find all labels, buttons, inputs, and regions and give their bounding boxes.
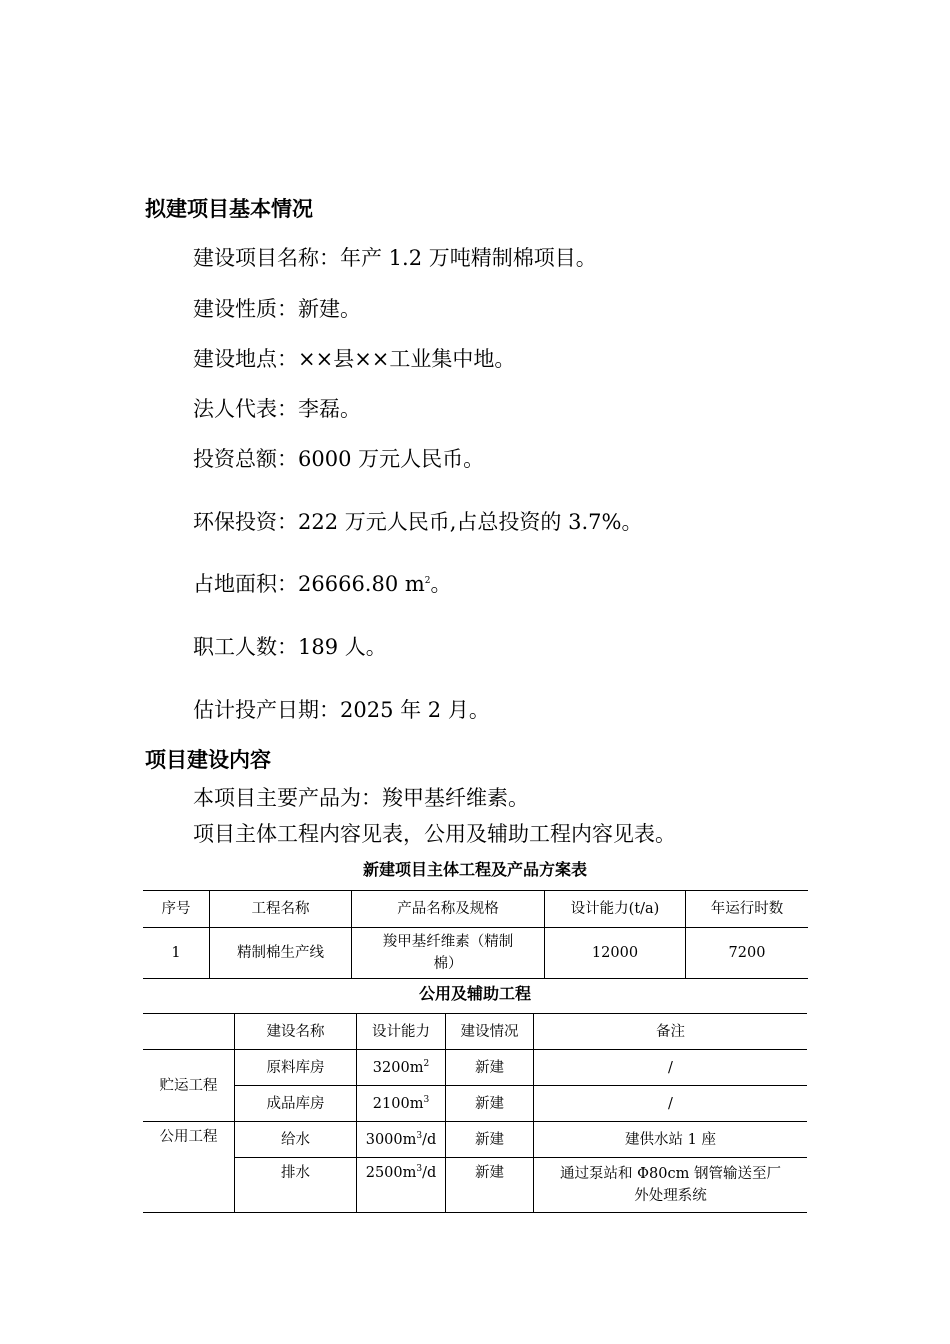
cap-sup: 3 — [416, 1164, 423, 1175]
table-row — [143, 1086, 807, 1122]
header-cell: 建设名称 — [235, 1014, 357, 1050]
group-utilities: 公用工程 — [143, 1122, 235, 1213]
land-area-text: 占地面积：26666.80 m — [193, 572, 425, 596]
table-row — [143, 1122, 807, 1158]
main-project-table — [143, 890, 808, 979]
table2-caption: 公用及辅助工程 — [418, 984, 531, 1003]
cell-note: / — [534, 1050, 808, 1086]
cell-capacity — [357, 1122, 446, 1158]
cell-note: / — [534, 1086, 808, 1122]
note-line1: 通过泵站和 Φ80cm 钢管输送至厂 — [560, 1166, 781, 1182]
cell-status: 新建 — [446, 1122, 534, 1158]
header-cell: 序号 — [143, 891, 210, 928]
header-cell: 设计能力 — [357, 1014, 446, 1050]
cell-note — [534, 1158, 808, 1213]
cell-capacity — [357, 1158, 446, 1213]
main-product-line: 本项目主要产品为：羧甲基纤维素。 — [193, 786, 529, 810]
cell-product-line2: 棉） — [433, 956, 463, 972]
project-name-line: 建设项目名称：年产 1.2 万吨精制棉项目。 — [193, 246, 597, 270]
header-cell: 年运行时数 — [686, 891, 809, 928]
cell-no: 1 — [143, 928, 210, 979]
table1-caption: 新建项目主体工程及产品方案表 — [362, 860, 587, 879]
cap-value: 3000m — [365, 1131, 417, 1148]
cell-product — [352, 928, 545, 979]
group-storage: 贮运工程 — [143, 1050, 235, 1122]
section-heading-construction-content: 项目建设内容 — [145, 748, 271, 772]
cap-sup: 3 — [423, 1094, 430, 1105]
header-cell: 工程名称 — [210, 891, 352, 928]
cell-name: 排水 — [235, 1158, 357, 1213]
land-area-line — [193, 568, 452, 598]
header-cell: 产品名称及规格 — [352, 891, 545, 928]
production-date-line: 估计投产日期：2025 年 2 月。 — [193, 698, 490, 722]
cell-product-line1: 羧甲基纤维素（精制 — [382, 934, 514, 950]
cell-name: 原料库房 — [235, 1050, 357, 1086]
land-area-sup: 2 — [424, 576, 431, 586]
legal-rep-line: 法人代表：李磊。 — [193, 397, 361, 421]
cell-capacity — [357, 1050, 446, 1086]
cell-name: 成品库房 — [235, 1086, 357, 1122]
section-heading-basic-info: 拟建项目基本情况 — [145, 197, 313, 221]
cap-sup: 3 — [416, 1130, 423, 1141]
land-area-suffix: 。 — [430, 572, 452, 596]
table-header-row — [143, 891, 808, 928]
cell-name: 精制棉生产线 — [210, 928, 352, 979]
env-investment-line: 环保投资：222 万元人民币,占总投资的 3.7%。 — [193, 510, 643, 534]
construction-site-line: 建设地点：××县××工业集中地。 — [193, 347, 516, 371]
construction-nature-line: 建设性质：新建。 — [193, 297, 361, 321]
staff-count-line: 职工人数：189 人。 — [193, 635, 387, 659]
cell-status: 新建 — [446, 1086, 534, 1122]
header-cell: 备注 — [534, 1014, 808, 1050]
table-ref-line: 项目主体工程内容见表，公用及辅助工程内容见表。 — [193, 822, 676, 846]
cap-unit: /d — [422, 1165, 437, 1181]
cap-value: 2100m — [372, 1095, 424, 1112]
cap-sup: 2 — [423, 1058, 430, 1069]
cap-unit: /d — [422, 1131, 437, 1148]
table-row — [143, 928, 808, 979]
table-row — [143, 1158, 807, 1213]
header-cell-empty — [143, 1014, 235, 1050]
cell-note: 建供水站 1 座 — [534, 1122, 808, 1158]
note-line2: 外处理系统 — [634, 1188, 707, 1204]
cell-name: 给水 — [235, 1122, 357, 1158]
table-row — [143, 1050, 807, 1086]
cell-hours: 7200 — [686, 928, 809, 979]
cell-capacity: 12000 — [545, 928, 686, 979]
header-cell: 设计能力(t/a) — [545, 891, 686, 928]
cell-capacity — [357, 1086, 446, 1122]
total-investment-line: 投资总额：6000 万元人民币。 — [193, 447, 485, 471]
cell-status: 新建 — [446, 1050, 534, 1086]
table-header-row — [143, 1014, 807, 1050]
cell-status: 新建 — [446, 1158, 534, 1213]
cap-value: 2500m — [365, 1165, 417, 1181]
header-cell: 建设情况 — [446, 1014, 534, 1050]
utilities-table — [143, 1013, 807, 1213]
cap-value: 3200m — [372, 1059, 424, 1076]
